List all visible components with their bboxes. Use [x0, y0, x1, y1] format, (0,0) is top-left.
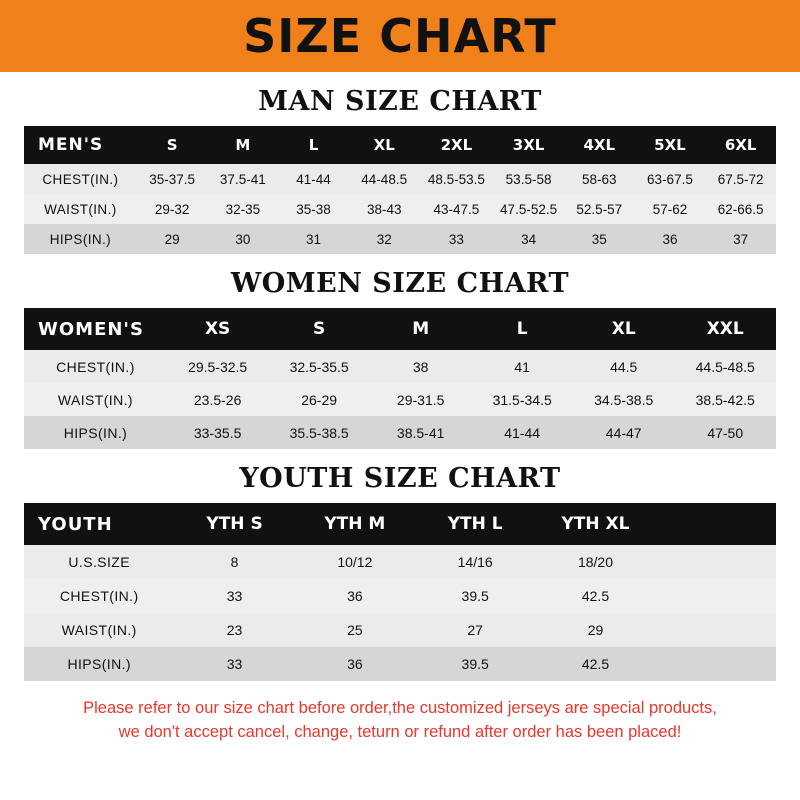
table-row [24, 164, 776, 194]
table-cell: 47.5-52.5 [493, 194, 564, 224]
table-row [24, 194, 776, 224]
table-cell: 44-48.5 [349, 164, 420, 194]
men-header-cell: 2XL [420, 126, 494, 164]
table-cell: 52.5-57 [564, 194, 635, 224]
table-cell: 41-44 [278, 164, 349, 194]
table-cell: 38-43 [349, 194, 420, 224]
table-row [24, 383, 776, 416]
table-cell: 57-62 [635, 194, 706, 224]
table-cell: 33 [174, 647, 294, 681]
table-cell: 36 [295, 647, 415, 681]
chart-content [0, 86, 800, 745]
women-section-title: WOMEN SIZE CHART [230, 268, 570, 299]
table-cell: 27 [415, 613, 535, 647]
youth-header-row [24, 503, 776, 545]
row-label: HIPS(IN.) [24, 416, 167, 449]
table-row [24, 545, 776, 579]
table-cell: 42.5 [535, 579, 655, 613]
men-header-cell: M [207, 126, 278, 164]
women-size-table [24, 308, 776, 449]
row-label: HIPS(IN.) [24, 647, 174, 681]
table-cell [656, 579, 776, 613]
table-cell: 29 [535, 613, 655, 647]
table-cell: 33 [420, 224, 494, 254]
women-header-cell: XL [573, 308, 675, 350]
row-label: CHEST(IN.) [24, 350, 167, 383]
women-header-cell: M [370, 308, 472, 350]
table-cell: 39.5 [415, 647, 535, 681]
table-cell [656, 545, 776, 579]
table-cell: 35.5-38.5 [268, 416, 370, 449]
footer-note-line-1: Please refer to our size chart before order,the customized jerseys are special products, [83, 699, 717, 717]
table-cell: 23 [174, 613, 294, 647]
table-cell: 67.5-72 [705, 164, 776, 194]
table-cell: 18/20 [535, 545, 655, 579]
table-cell: 23.5-26 [167, 383, 269, 416]
table-cell: 38.5-42.5 [674, 383, 776, 416]
table-cell: 31.5-34.5 [471, 383, 573, 416]
men-header-cell: 5XL [635, 126, 706, 164]
table-cell: 34 [493, 224, 564, 254]
table-cell: 29-31.5 [370, 383, 472, 416]
youth-section-title: YOUTH SIZE CHART [239, 463, 561, 494]
table-cell: 8 [174, 545, 294, 579]
table-cell: 44.5 [573, 350, 675, 383]
table-cell: 30 [207, 224, 278, 254]
table-cell: 58-63 [564, 164, 635, 194]
table-cell: 29.5-32.5 [167, 350, 269, 383]
men-header-row [24, 126, 776, 164]
youth-header-cell: YTH S [174, 503, 294, 545]
row-label: HIPS(IN.) [24, 224, 137, 254]
table-cell: 35-38 [278, 194, 349, 224]
youth-header-cell: YOUTH [24, 503, 174, 545]
table-row [24, 350, 776, 383]
row-label: WAIST(IN.) [24, 613, 174, 647]
men-header-cell: MEN'S [24, 126, 137, 164]
table-cell: 38 [370, 350, 472, 383]
table-cell [656, 647, 776, 681]
men-header-cell: 4XL [564, 126, 635, 164]
table-cell: 33 [174, 579, 294, 613]
table-row [24, 416, 776, 449]
youth-header-cell: YTH XL [535, 503, 655, 545]
table-cell: 63-67.5 [635, 164, 706, 194]
table-cell: 29-32 [137, 194, 208, 224]
youth-header-cell: YTH M [295, 503, 415, 545]
table-cell: 44-47 [573, 416, 675, 449]
table-cell: 35-37.5 [137, 164, 208, 194]
row-label: WAIST(IN.) [24, 194, 137, 224]
men-header-cell: L [278, 126, 349, 164]
men-header-cell: S [137, 126, 208, 164]
women-header-cell: L [471, 308, 573, 350]
table-cell: 47-50 [674, 416, 776, 449]
table-cell: 43-47.5 [420, 194, 494, 224]
women-header-cell: WOMEN'S [24, 308, 167, 350]
table-cell: 44.5-48.5 [674, 350, 776, 383]
table-cell: 29 [137, 224, 208, 254]
table-cell: 34.5-38.5 [573, 383, 675, 416]
men-header-cell: XL [349, 126, 420, 164]
footer-note [24, 697, 776, 745]
table-cell: 32-35 [207, 194, 278, 224]
table-cell: 14/16 [415, 545, 535, 579]
youth-size-table [24, 503, 776, 681]
footer-note-line-2: we don't accept cancel, change, teturn or refund after order has been placed! [118, 722, 682, 741]
table-cell: 33-35.5 [167, 416, 269, 449]
table-cell: 41-44 [471, 416, 573, 449]
table-cell: 62-66.5 [705, 194, 776, 224]
table-cell: 32 [349, 224, 420, 254]
youth-header-cell: YTH L [415, 503, 535, 545]
page-title: SIZE CHART [243, 9, 557, 63]
youth-header-cell [656, 503, 776, 545]
table-cell: 48.5-53.5 [420, 164, 494, 194]
table-cell: 39.5 [415, 579, 535, 613]
table-row [24, 613, 776, 647]
women-header-cell: S [268, 308, 370, 350]
men-header-cell: 3XL [493, 126, 564, 164]
table-cell: 32.5-35.5 [268, 350, 370, 383]
table-row [24, 224, 776, 254]
table-cell: 53.5-58 [493, 164, 564, 194]
table-cell: 37.5-41 [207, 164, 278, 194]
table-cell: 35 [564, 224, 635, 254]
women-header-cell: XXL [674, 308, 776, 350]
women-header-row [24, 308, 776, 350]
table-row [24, 647, 776, 681]
women-header-cell: XS [167, 308, 269, 350]
table-cell: 10/12 [295, 545, 415, 579]
table-cell: 38.5-41 [370, 416, 472, 449]
row-label: CHEST(IN.) [24, 164, 137, 194]
header-banner [0, 0, 800, 72]
row-label: WAIST(IN.) [24, 383, 167, 416]
table-cell: 41 [471, 350, 573, 383]
table-cell: 42.5 [535, 647, 655, 681]
men-section-title: MAN SIZE CHART [258, 86, 542, 117]
table-cell: 36 [295, 579, 415, 613]
table-cell: 25 [295, 613, 415, 647]
row-label: CHEST(IN.) [24, 579, 174, 613]
men-size-table [24, 126, 776, 254]
table-row [24, 579, 776, 613]
table-cell: 26-29 [268, 383, 370, 416]
table-cell: 36 [635, 224, 706, 254]
men-header-cell: 6XL [705, 126, 776, 164]
table-cell: 31 [278, 224, 349, 254]
table-cell [656, 613, 776, 647]
row-label: U.S.SIZE [24, 545, 174, 579]
table-cell: 37 [705, 224, 776, 254]
